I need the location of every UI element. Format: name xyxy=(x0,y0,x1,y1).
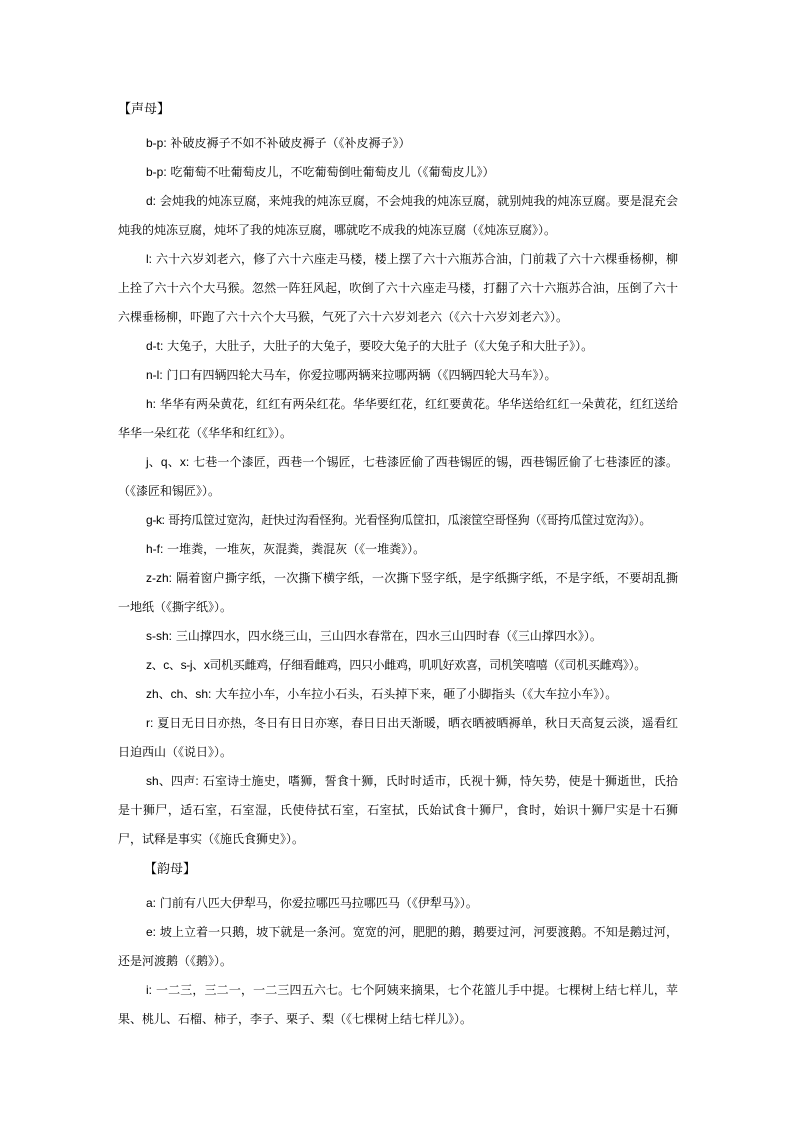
paragraph-label: z-zh: xyxy=(146,571,173,585)
paragraph-label: g-k: xyxy=(146,513,165,527)
tongue-twister-paragraph xyxy=(118,129,678,158)
tongue-twister-paragraph xyxy=(118,187,678,245)
paragraph-text: 大兔子，大肚子，大肚子的大兔子，要咬大兔子的大肚子（《大兔子和大肚子》）。 xyxy=(167,339,594,353)
tongue-twister-paragraph xyxy=(118,889,678,918)
paragraph-label: z、c、s-j、x xyxy=(146,658,210,672)
paragraph-label: h-f: xyxy=(146,542,164,556)
paragraph-text: 门前有八匹大伊犁马，你爱拉哪匹马拉哪匹马（《伊犁马》）。 xyxy=(159,896,478,910)
paragraph-text: 石室诗士施史，嗜狮，誓食十狮，氏时时适市，氏视十狮，恃矢势，使是十狮逝世，氏拾是十狮尸，适石室，石室湿，氏使侍拭石室，石室拭，氏始试食十狮尸，食时，始识十狮尸实是十石狮尸，试释是事实（《施氏食狮史》）。 xyxy=(118,774,678,846)
paragraph-label: h: xyxy=(146,397,157,411)
tongue-twister-paragraph xyxy=(118,680,678,709)
paragraph-label: e: xyxy=(146,925,157,939)
paragraph-label: n-l: xyxy=(146,368,163,382)
paragraph-text: 大车拉小车，小车拉小石头，石头掉下来，砸了小脚指头（《大车拉小车》）。 xyxy=(215,687,618,701)
paragraph-text: 司机买雌鸡，仔细看雌鸡，四只小雌鸡，叽叽好欢喜，司机笑嘻嘻（《司机买雌鸡》）。 xyxy=(209,658,646,672)
paragraph-text: 七巷一个漆匠，西巷一个锡匠，七巷漆匠偷了西巷锡匠的锡，西巷锡匠偷了七巷漆匠的漆。（《漆匠和锡匠》）。 xyxy=(118,455,678,498)
document-page xyxy=(118,100,678,1034)
paragraph-text: 哥挎瓜筐过宽沟，赶快过沟看怪狗。光看怪狗瓜筐扣，瓜滚筐空哥怪狗（《哥挎瓜筐过宽沟》）。 xyxy=(168,513,652,527)
paragraph-label: r: xyxy=(146,716,154,730)
paragraph-text: 补破皮褥子不如不补破皮褥子（《补皮褥子》） xyxy=(170,136,411,150)
tongue-twister-paragraph xyxy=(118,918,678,976)
paragraph-label: zh、ch、sh: xyxy=(146,687,212,701)
tongue-twister-paragraph xyxy=(118,564,678,622)
paragraph-label: a: xyxy=(146,896,157,910)
paragraph-text: 吃葡萄不吐葡萄皮儿，不吃葡萄倒吐葡萄皮儿（《葡萄皮儿》） xyxy=(170,165,495,179)
tongue-twister-paragraph xyxy=(118,361,678,390)
section-heading-initials: 【声母】 xyxy=(118,102,171,117)
paragraph-text: 夏日无日日亦热，冬日有日日亦寒，春日日出天渐暖，晒衣晒被晒褥单，秋日天高复云淡，遥看红日迫西山（《说日》）。 xyxy=(118,716,678,759)
tongue-twister-paragraph xyxy=(118,506,678,535)
tongue-twister-paragraph xyxy=(118,158,678,187)
tongue-twister-paragraph xyxy=(118,332,678,361)
tongue-twister-paragraph xyxy=(118,245,678,332)
tongue-twister-paragraph xyxy=(118,709,678,767)
paragraph-label: l: xyxy=(146,252,152,266)
paragraph-text: 隔着窗户撕字纸，一次撕下横字纸，一次撕下竖字纸，是字纸撕字纸，不是字纸，不要胡乱撕一地纸（《撕字纸》）。 xyxy=(118,571,678,614)
paragraph-label: b-p: xyxy=(146,165,167,179)
paragraph-text: 坡上立着一只鹅，坡下就是一条河。宽宽的河，肥肥的鹅，鹅要过河，河要渡鹅。不知是鹅过河，还是河渡鹅（《鹅》）。 xyxy=(118,925,678,968)
tongue-twister-paragraph xyxy=(118,976,678,1034)
tongue-twister-paragraph xyxy=(118,390,678,448)
paragraph-label: j、q、x: xyxy=(146,455,190,469)
paragraph-text: 一堆粪，一堆灰，灰混粪，粪混灰（《一堆粪》）。 xyxy=(167,542,426,556)
tongue-twister-paragraph xyxy=(118,535,678,564)
paragraph-text: 会炖我的炖冻豆腐，来炖我的炖冻豆腐，不会炖我的炖冻豆腐，就别炖我的炖冻豆腐。要是混充会炖我的炖冻豆腐，炖坏了我的炖冻豆腐，哪就吃不成我的炖冻豆腐（《炖冻豆腐》）。 xyxy=(118,194,678,237)
paragraph-label: b-p: xyxy=(146,136,167,150)
paragraph-label: sh、四声: xyxy=(146,774,199,788)
paragraph-label: d: xyxy=(146,194,157,208)
paragraph-text: 一二三，三二一，一二三四五六七。七个阿姨来摘果，七个花篮儿手中提。七棵树上结七样儿，苹果、桃儿、石榴、柿子，李子、栗子、梨（《七棵树上结七样儿》）。 xyxy=(118,983,678,1026)
section-heading-finals: 【韵母】 xyxy=(144,862,197,877)
tongue-twister-paragraph xyxy=(118,622,678,651)
tongue-twister-paragraph xyxy=(118,448,678,506)
paragraph-text: 六十六岁刘老六，修了六十六座走马楼，楼上摆了六十六瓶苏合油，门前栽了六十六棵垂杨柳，柳上拴了六十六个大马猴。忽然一阵狂风起，吹倒了六十六座走马楼，打翻了六十六瓶苏合油，压倒了六十六棵垂杨柳，吓跑了六十六个大马猴，气死了六十六岁刘老六（《六十六岁刘老六》）。 xyxy=(118,252,678,324)
tongue-twister-paragraph xyxy=(118,651,678,680)
paragraph-label: s-sh: xyxy=(146,629,173,643)
paragraph-text: 华华有两朵黄花，红红有两朵红花。华华要红花，红红要黄花。华华送给红红一朵黄花，红红送给华华一朵红花（《华华和红红》）。 xyxy=(118,397,678,440)
paragraph-text: 三山撑四水，四水绕三山，三山四水春常在，四水三山四时春（《三山撑四水》）。 xyxy=(175,629,602,643)
tongue-twister-paragraph xyxy=(118,767,678,854)
paragraph-text: 门口有四辆四轮大马车，你爱拉哪两辆来拉哪两辆（《四辆四轮大马车》）。 xyxy=(166,368,557,382)
paragraph-label: i: xyxy=(146,983,152,997)
paragraph-label: d-t: xyxy=(146,339,164,353)
